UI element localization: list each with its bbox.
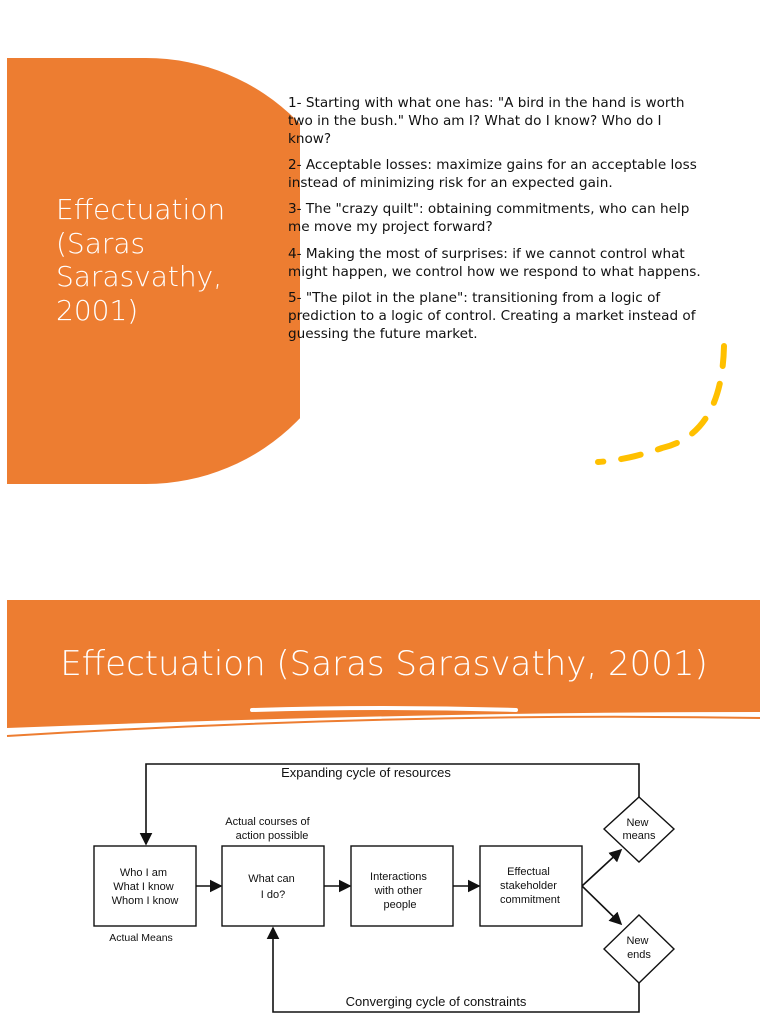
new-means-line: means (622, 830, 656, 842)
slide-1-title: Effectuation (Saras Sarasvathy, 2001) (56, 193, 226, 327)
what-can-i-do-box (222, 846, 324, 926)
new-means-line: New (626, 817, 649, 829)
actual-courses-caption: Actual courses of (225, 816, 310, 828)
means-line: Whom I know (111, 895, 179, 907)
slide-2-title: Effectuation (Saras Sarasvathy, 2001) (60, 644, 708, 684)
svg-text:Who I am What I know (112, 867, 179, 907)
means-line: What I know (113, 881, 174, 893)
interactions-line: people (383, 899, 417, 911)
effectuation-process-diagram (0, 600, 768, 1024)
interactions-line: Interactions (370, 871, 427, 883)
svg-text:Effectual stakeholder (500, 866, 560, 906)
actual-means-caption: Actual Means (109, 932, 173, 944)
interactions-line: with other (374, 885, 423, 897)
dashed-curve-decoration (0, 58, 768, 484)
new-ends-line: ends (627, 949, 651, 961)
principle-item: 2- Acceptable losses: maximize gains for an acceptable loss instead of minimizing risk for an expected gain. (288, 157, 697, 192)
principle-item: 4- Making the most of surprises: if we cannot control what might happen, we control how we respond to what happens. (288, 245, 701, 280)
principle-item: 5- "The pilot in the plane": transitioning from a logic of prediction to a logic of control. Creating a market instead of guessing the future market. (288, 289, 696, 342)
expanding-cycle-label: Expanding cycle of resources (281, 765, 451, 780)
svg-text:New means (622, 817, 656, 842)
new-ends-line: New (626, 935, 649, 947)
arrow-to-new-ends (582, 886, 621, 924)
arrow-to-new-means (582, 850, 621, 886)
principle-item: 1- Starting with what one has: "A bird in the hand is worth two in the bush." Who am I? What do I know? Who do I know? (288, 95, 685, 148)
what-can-i-do-line: What can (248, 873, 295, 885)
actual-courses-caption: action possible (235, 830, 309, 842)
svg-text:Actual courses of action (225, 816, 312, 842)
converging-cycle-label: Converging cycle of constraints (345, 994, 527, 1009)
principle-item: 3- The "crazy quilt": obtaining commitments, who can help me move my project forward? (288, 201, 690, 236)
slide-1 (0, 58, 768, 484)
stakeholder-line: commitment (500, 894, 560, 906)
stakeholder-line: stakeholder (500, 880, 557, 892)
slide-2 (0, 600, 768, 1024)
stakeholder-line: Effectual (507, 866, 550, 878)
what-can-i-do-line: I do? (260, 889, 286, 901)
means-line: Who I am (119, 867, 168, 879)
